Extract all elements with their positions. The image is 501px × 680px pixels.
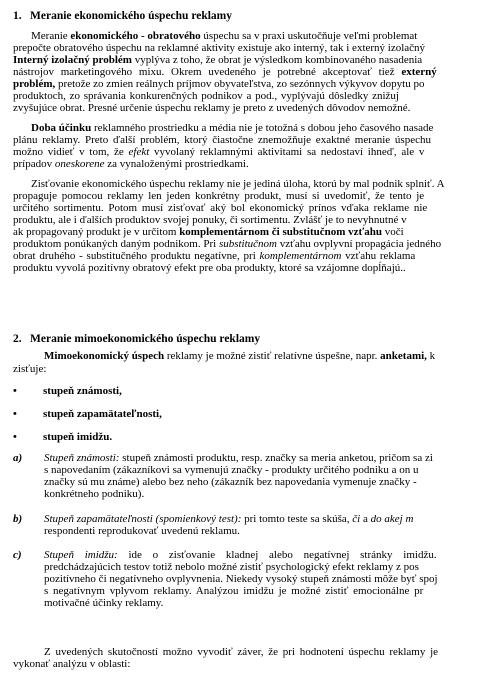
p1-line-7: zvyšujúce obrat. Presné určenie úspechu reklamy je preto z uvedených dôvodov nemožné. (13, 102, 411, 114)
p1-line-6: produktoch, zo správania konkurenčných podnikov a pod., vyplývajú dôsledky znižuj (13, 90, 399, 102)
section-2-title: Meranie mimoekonomického úspechu reklamy (30, 333, 261, 345)
p3-line-7: obrat druhého - substitučného produktu negatívne, pri komplementárnom vzťahu reklama (13, 250, 416, 262)
s2-intro-line-2: zisťuje: (13, 363, 47, 375)
item-a-line-2: s napovedaním (zákazníkovi sa vymenujú značky - produkty určitého podniku a on u (44, 464, 419, 476)
item-a-marker: a) (13, 452, 23, 464)
p3-line-2: propaguje pomocou reklamy len jeden konkrétny produkt, musí si uvedomiť, že tento je (13, 190, 425, 202)
section-1-number: 1. (13, 10, 22, 22)
p3-line-6: produktom ponúkaných daným podnikom. Pri substitučnom vzťahu ovplyvní propagácia jedného (13, 238, 442, 250)
p3-line-5: ak propagovaný produkt je v určitom komplementárnom či substitučnom vzťahu voči (13, 226, 404, 238)
p1-line-1: Meranie ekonomického - obratového úspechu sa v praxi uskutočňuje veľmi problemat (31, 30, 418, 42)
bullet-label: stupeň zapamätateľnosti, (43, 408, 162, 420)
item-a-line-1: Stupeň známosti: stupeň známosti produktu, resp. značky sa meria anketou, pričom sa zi (44, 452, 433, 464)
bullet-label: stupeň imidžu. (43, 431, 113, 443)
item-b-line-1: Stupeň zapamätateľnosti (spomienkový test): pri tomto teste sa skúša, či a do akej m (44, 513, 414, 525)
item-b-marker: b) (13, 513, 23, 525)
item-c-line-1: Stupeň imidžu: ide o zisťovanie kladnej alebo negatívnej stránky imidžu. (44, 549, 437, 561)
section-2-number: 2. (13, 333, 22, 345)
bullet-label: stupeň známosti, (43, 385, 122, 397)
item-c-marker: c) (13, 549, 22, 561)
bullet-icon: • (13, 431, 17, 443)
item-c-line-4: s negatívnym vplyvom reklamy. Analýzou imidžu je možné zistiť emocionálne pr (44, 585, 424, 597)
p2-line-1: Doba účinku reklamného prostriedku a média nie je totožná s dobou jeho časového nasade (31, 122, 434, 134)
item-c-line-5: motivačné účinky reklamy. (44, 597, 164, 609)
p2-line-3: možno vidieť v tom, že efekt vyvolaný reklamnými aktivitami sa nedostaví ihneď, ale v (13, 146, 425, 158)
item-c-line-2: predchádzajúcich testov totiž nebolo možné zistiť psychologický efekt reklamy z pos (44, 561, 419, 573)
p1-line-4: nástrojov marketingového mixu. Okrem uvedeného je potrebné akceptovať tiež externý (13, 66, 437, 78)
item-a-line-4: konkrétneho podniku). (44, 488, 145, 500)
p1-line-3: Interný izolačný problém vyplýva z toho, že obrat je výsledkom kombinovaného nasadenia (13, 54, 423, 66)
item-b-line-2: respondenti reprodukovať uvedenú reklamu. (44, 525, 240, 537)
p1-line-2: prepočte obratového úspechu na reklamné aktivity existuje ako interný, tak i externý izolačný (13, 42, 426, 54)
bullet-icon: • (13, 385, 17, 397)
p2-line-2: plánu reklamy. Preto ďalší problém, ktorý čiastočne znemožňuje exaktné meranie úspechu (13, 134, 431, 146)
section-1-title: Meranie ekonomického úspechu reklamy (30, 10, 232, 22)
p3-line-8: produktu vyvolá pozitívny obratový efekt pre oba produkty, ktoré sa vzájomne dopĺňajú.. (13, 262, 406, 274)
item-a-line-3: značky sú mu známe) alebo bez neho (zákazník bez napovedania vymenuje značky - (44, 476, 417, 488)
p3-line-4: produktu, ale i ďalších produktov svojej ponuky, či sortimentu. Zvlášť je to nevyhnutné v (13, 214, 407, 226)
conclusion-line-1: Z uvedených skutočností možno vyvodiť záver, že pri hodnotení úspechu reklamy je (44, 646, 439, 658)
s2-intro-line-1: Mimoekonomický úspech reklamy je možné zistiť relatívne úspešne, napr. anketami, k (44, 350, 436, 362)
item-c-line-3: pozitívneho či negatívneho ovplyvnenia. Niekedy vysoký stupeň známosti môže byť spoj (44, 573, 438, 585)
p2-line-4: prípadov oneskorene za vynaloženými prostriedkami. (13, 158, 249, 170)
p1-line-5: problém, pretože zo zmien reálnych príjmov obyvateľstva, zo sezónnych výkyvov dopytu po (13, 78, 425, 90)
p3-line-1: Zisťovanie ekonomického úspechu reklamy nie je jediná úloha, ktorú by mal podnik splniť. A (31, 178, 445, 190)
p3-line-3: určitého sortimentu. Potom musí zisťovať aký bol ekonomický prínos vďaka reklame nie (13, 202, 428, 214)
conclusion-line-2: vykonať analýzu v oblasti: (13, 658, 131, 670)
bullet-icon: • (13, 408, 17, 420)
